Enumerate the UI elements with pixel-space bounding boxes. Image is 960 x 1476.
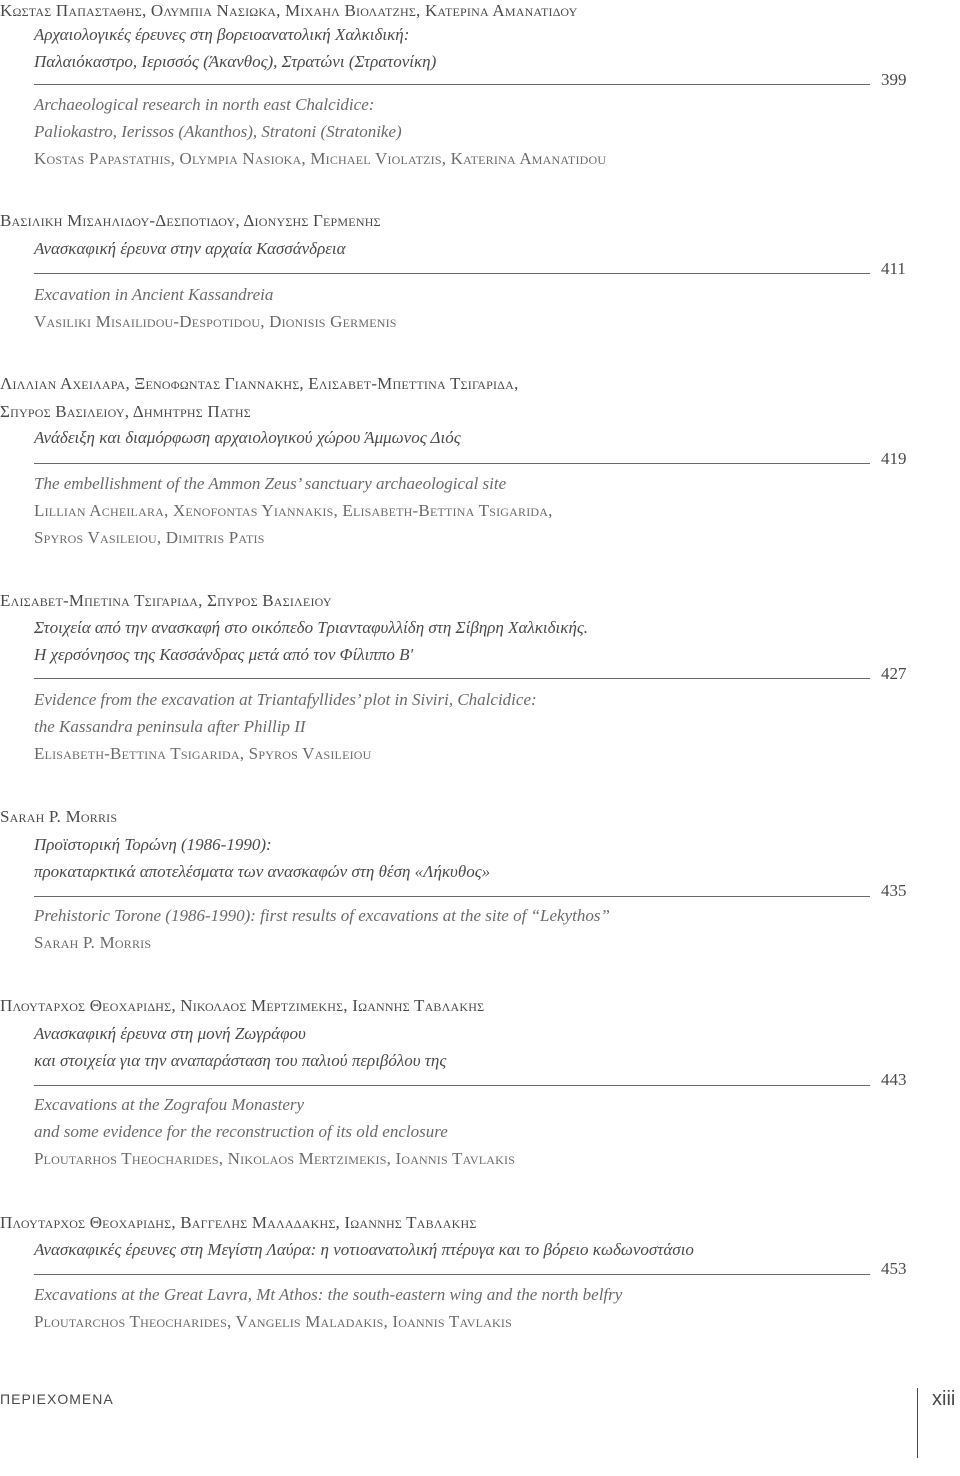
footer-divider (917, 1388, 918, 1458)
entry-page-number: 399 (881, 70, 907, 89)
entry-divider (34, 1274, 870, 1275)
entry-authors-greek: Ελισαβετ-Μπετινα Τσιγαριδα, Σπυροσ Βασιλειου (0, 591, 332, 610)
entry-divider (34, 1085, 870, 1086)
entry-title-greek: και στοιχεία για την αναπαράσταση του παλιού περιβόλου της (34, 1051, 447, 1070)
entry-authors-english: Ploutarhos Theocharides, Nikolaos Mertzimekis, Ioannis Tavlakis (34, 1149, 516, 1168)
entry-page-number: 435 (881, 881, 907, 900)
entry-title-english: Archaeological research in north east Chalcidice: (34, 95, 375, 114)
entry-page-number: 427 (881, 664, 907, 683)
entry-title-greek: Ανασκαφικές έρευνες στη Μεγίστη Λαύρα: η νοτιοανατολική πτέρυγα και το βόρειο κωδωνοστάσιο (34, 1240, 694, 1259)
entry-title-english: the Kassandra peninsula after Phillip II (34, 717, 306, 736)
entry-divider (34, 896, 870, 897)
entry-title-english: Excavations at the Great Lavra, Mt Athos: the south-eastern wing and the north belfry (34, 1285, 623, 1304)
entry-divider (34, 463, 870, 464)
entry-authors-english: Sarah P. Morris (34, 933, 152, 952)
entry-page-number: 453 (881, 1259, 907, 1278)
entry-title-english: and some evidence for the reconstruction of its old enclosure (34, 1122, 448, 1141)
entry-authors-english: Elisabeth-Bettina Tsigarida, Spyros Vasileiou (34, 744, 372, 763)
entry-title-greek: Ανασκαφική έρευνα στη μονή Ζωγράφου (34, 1024, 306, 1043)
entry-authors-english: Lillian Acheilara, Xenofontas Yiannakis, Elisabeth-Bettina Tsigarida, (34, 501, 553, 520)
entry-authors-greek: Sarah P. Morris (0, 807, 118, 826)
entry-authors-greek: Πλουταρχοσ Θεοχαριδησ, Βαγγελησ Μαλαδακησ, Ιωαννησ Ταβλακησ (0, 1213, 477, 1232)
entry-title-english: The embellishment of the Ammon Zeus’ sanctuary archaeological site (34, 474, 507, 493)
entry-authors-greek: Κωστασ Παπασταθησ, Ολυμπια Νασιωκα, Μιχαηλ Βιολατζησ, Κατερινα Αμανατιδου (0, 1, 578, 20)
entry-divider (34, 678, 870, 679)
footer-section-label: ΠΕΡΙΕΧΟΜΕΝΑ (0, 1391, 114, 1407)
entry-title-greek: Στοιχεία από την ανασκαφή στο οικόπεδο Τριανταφυλλίδη στη Σίβηρη Χαλκιδικής. (34, 618, 589, 637)
entry-authors-greek: Σπυροσ Βασιλειου, Δημητρησ Πατησ (0, 402, 251, 421)
entry-title-greek: Παλαιόκαστρο, Ιερισσός (Άκανθος), Στρατώνι (Στρατονίκη) (34, 52, 437, 71)
entry-authors-english: Kostas Papastathis, Olympia Nasioka, Michael Violatzis, Katerina Amanatidou (34, 149, 607, 168)
entry-title-english: Evidence from the excavation at Triantafyllides’ plot in Siviri, Chalcidice: (34, 690, 537, 709)
entry-divider (34, 273, 870, 274)
entry-authors-english: Spyros Vasileiou, Dimitris Patis (34, 528, 265, 547)
entry-title-english: Excavations at the Zografou Monastery (34, 1095, 305, 1114)
entry-page-number: 419 (881, 449, 907, 468)
entry-authors-greek: Βασιλικη Μισαηλιδου-Δεσποτιδου, Διονυσησ Γερμενησ (0, 211, 381, 230)
entry-title-greek: Αρχαιολογικές έρευνες στη βορειοανατολική Χαλκιδική: (34, 25, 410, 44)
entry-title-greek: Προϊστορική Τορώνη (1986-1990): (34, 835, 272, 854)
entry-title-greek: Ανάδειξη και διαμόρφωση αρχαιολογικού χώρου Άμμωνος Διός (34, 428, 461, 447)
entry-title-greek: Ανασκαφική έρευνα στην αρχαία Κασσάνδρεια (34, 239, 346, 258)
entry-title-english: Excavation in Ancient Kassandreia (34, 285, 274, 304)
entry-authors-greek: Λιλλιαν Αχειλαρα, Ξενοφωντασ Γιαννακησ, Ελισαβετ-Μπεττινα Τσιγαριδα, (0, 374, 519, 393)
entry-authors-english: Vasiliki Misailidou-Despotidou, Dionisis Germenis (34, 312, 397, 331)
entry-divider (34, 84, 870, 85)
entry-title-greek: προκαταρκτικά αποτελέσματα των ανασκαφών στη θέση «Λήκυθος» (34, 862, 491, 881)
footer-page-number: xiii (932, 1388, 956, 1410)
entry-page-number: 411 (881, 259, 906, 278)
entry-title-english: Prehistoric Torone (1986-1990): first results of excavations at the site of “Lekythos” (34, 906, 610, 925)
entry-authors-english: Ploutarchos Theocharides, Vangelis Maladakis, Ioannis Tavlakis (34, 1312, 512, 1331)
entry-authors-greek: Πλουταρχοσ Θεοχαριδησ, Νικολαοσ Μερτζιμεκησ, Ιωαννησ Ταβλακησ (0, 996, 485, 1015)
entry-title-english: Paliokastro, Ierissos (Akanthos), Stratoni (Stratonike) (34, 122, 402, 141)
entry-title-greek: Η χερσόνησος της Κασσάνδρας μετά από τον Φίλιππο Β′ (34, 645, 414, 664)
entry-page-number: 443 (881, 1070, 907, 1089)
